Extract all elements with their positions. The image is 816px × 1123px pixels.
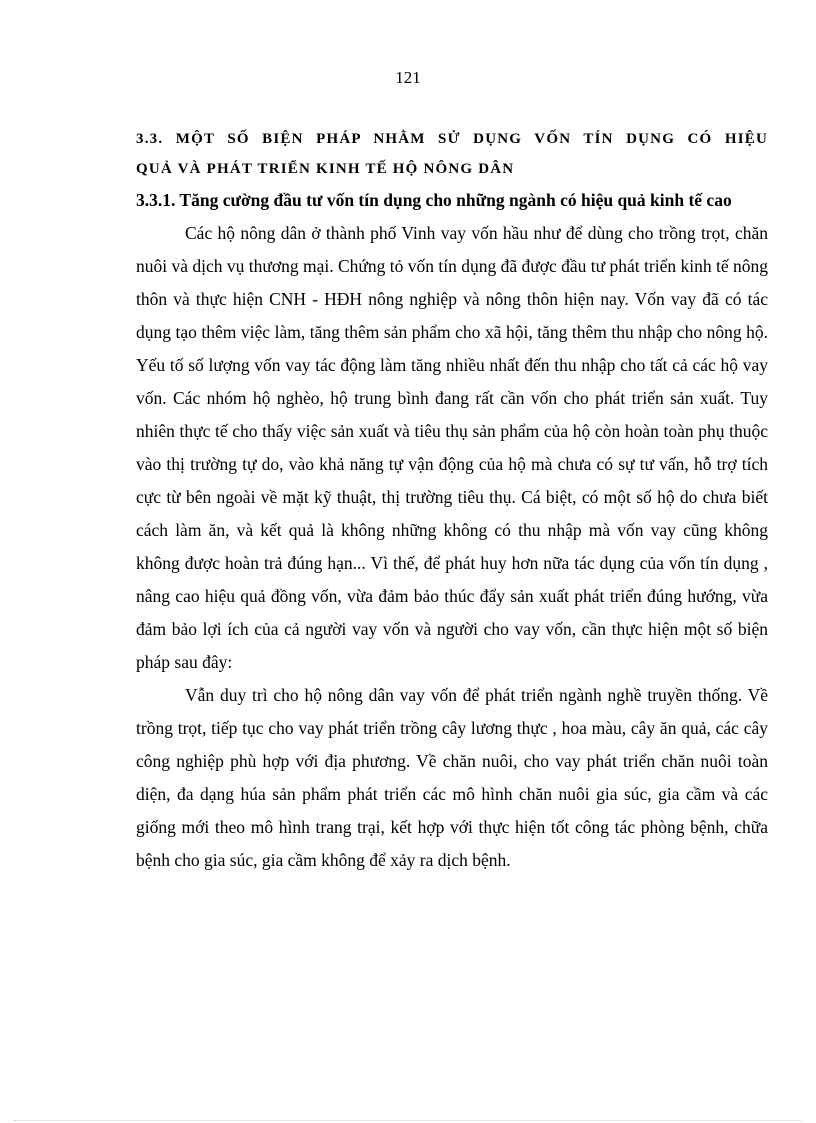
page-number: 121 bbox=[395, 68, 421, 87]
page-bottom-divider bbox=[14, 1120, 802, 1121]
section-heading bbox=[136, 124, 768, 184]
paragraph: Vẫn duy trì cho hộ nông dân vay vốn để phát triển ngành nghề truyền thống. Về trồng trọt, tiếp tục cho vay phát triển trồng cây lương thực , hoa màu, cây ăn quả, các cây công nghiệp phù hợp với địa phương. Về chăn nuôi, cho vay phát triển chăn nuôi toàn diện, đa dạng húa sản phẩm phát triển các mô hình chăn nuôi gia súc, gia cầm và các giống mới theo mô hình trang trại, kết hợp với thực hiện tốt công tác phòng bệnh, chữa bệnh cho gia súc, gia cầm không để xảy ra dịch bệnh. bbox=[136, 685, 768, 870]
section-heading-line-1: 3.3. MỘT SỐ BIỆN PHÁP NHẰM SỬ DỤNG VỐN TÍN DỤNG CÓ HIỆU bbox=[136, 131, 768, 147]
document-body bbox=[136, 124, 768, 877]
section-heading-line-2: QUẢ VÀ PHÁT TRIỂN KINH TẾ HỘ NÔNG DÂN bbox=[136, 161, 515, 177]
paragraph: Các hộ nông dân ở thành phố Vinh vay vốn hầu như để dùng cho trồng trọt, chăn nuôi và dịch vụ thương mại. Chứng tỏ vốn tín dụng đã được đầu tư phát triển kinh tế nông thôn và thực hiện CNH - HĐH nông nghiệp và nông thôn hiện nay. Vốn vay đã có tác dụng tạo thêm việc làm, tăng thêm sản phẩm cho xã hội, tăng thêm thu nhập cho nông hộ. Yếu tố số lượng vốn vay tác động làm tăng nhiều nhất đến thu nhập cho tất cả các hộ vay vốn. Các nhóm hộ nghèo, hộ trung bình đang rất cần vốn cho phát triển sản xuất. Tuy nhiên thực tế cho thấy việc sản xuất và tiêu thụ sản phẩm của hộ còn hoàn toàn phụ thuộc vào thị trường tự do, vào khả năng tự vận động của hộ mà chưa có sự tư vấn, hỗ trợ tích cực từ bên ngoài về mặt kỹ thuật, thị trường tiêu thụ. Cá biệt, có một số hộ do chưa biết cách làm ăn, và kết quả là không những không có thu nhập mà vốn vay cũng không không được hoàn trả đúng hạn... Vì thế, để phát huy hơn nữa tác dụng của vốn tín dụng , nâng cao hiệu quả đồng vốn, vừa đảm bảo thúc đẩy sản xuất phát triển đúng hướng, vừa đảm bảo lợi ích của cả người vay vốn và người cho vay vốn, cần thực hiện một số biện pháp sau đây: bbox=[136, 223, 768, 672]
subsection-heading: 3.3.1. Tăng cường đầu tư vốn tín dụng cho những ngành có hiệu quả kinh tế cao bbox=[136, 190, 732, 210]
